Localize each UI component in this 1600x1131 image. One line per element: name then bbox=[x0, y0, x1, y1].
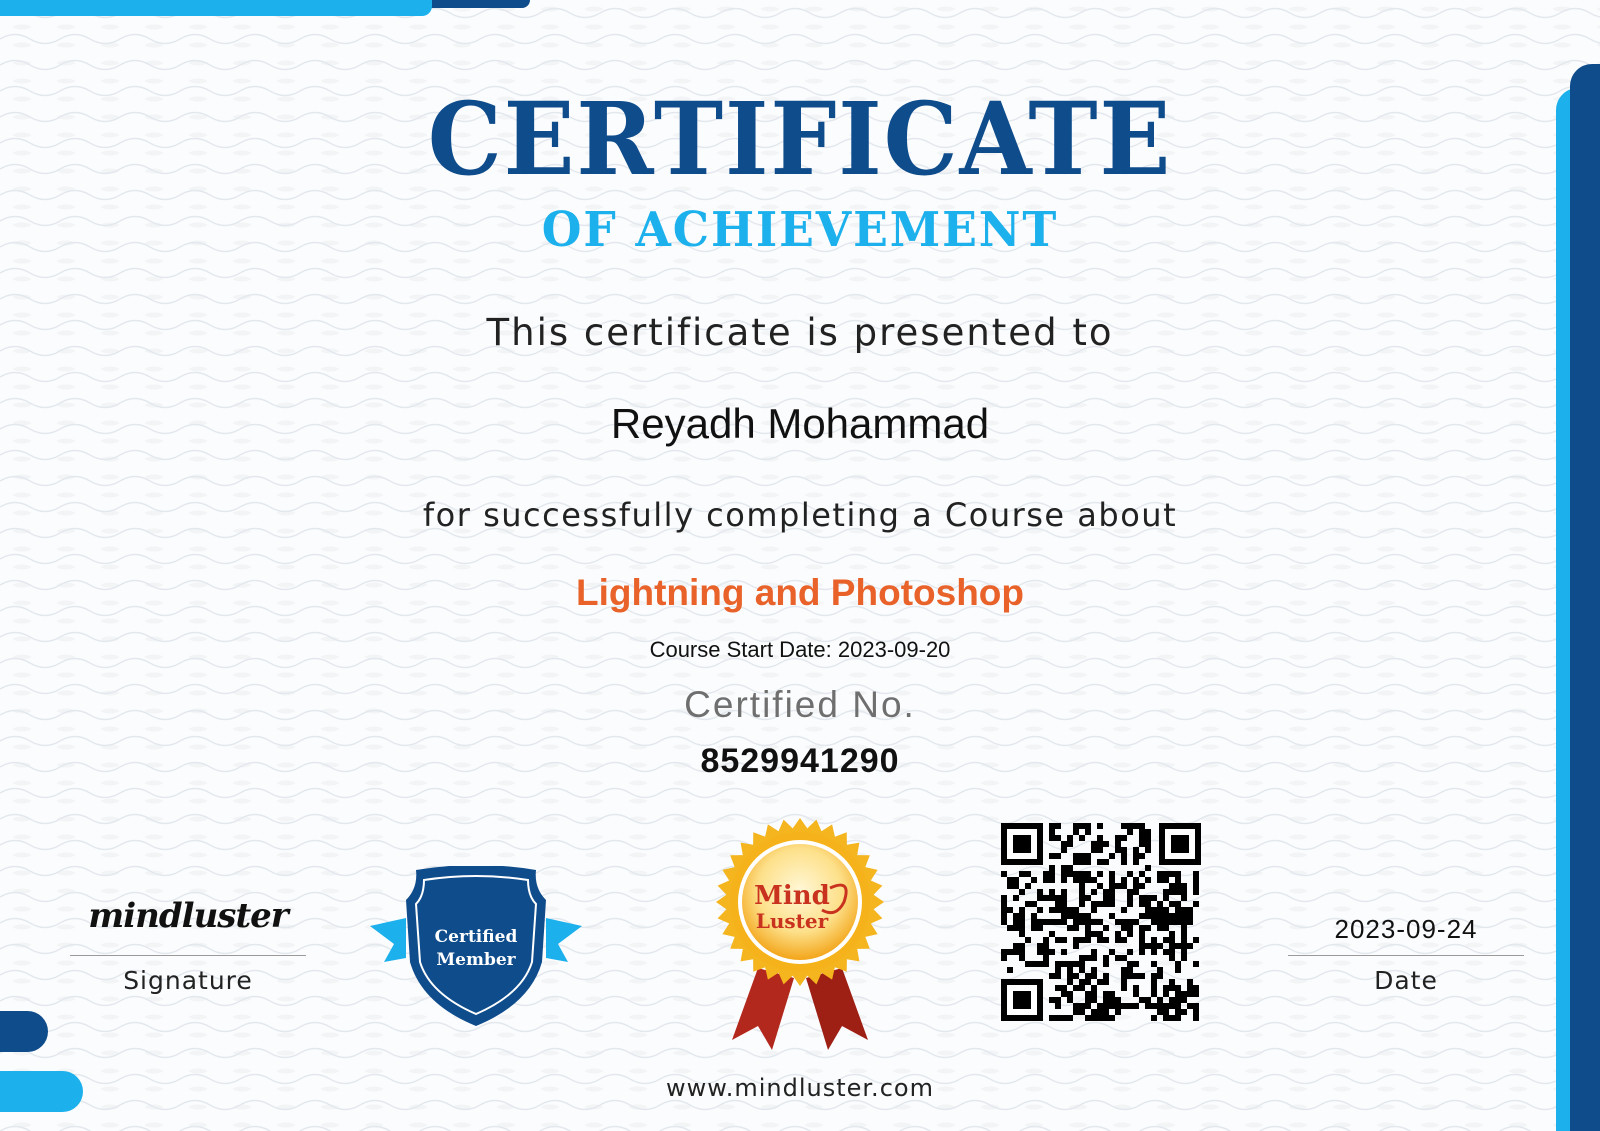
certified-number-label: Certified No. bbox=[684, 684, 916, 725]
signature-line bbox=[70, 955, 306, 956]
member-badge-line1: Certified bbox=[434, 927, 518, 947]
date-line bbox=[1288, 955, 1524, 956]
member-badge-line2: Member bbox=[436, 950, 516, 970]
seal-text-luster: Luster bbox=[755, 909, 829, 933]
certificate-subtitle: OF ACHIEVEMENT bbox=[541, 202, 1059, 258]
top-light-bar bbox=[0, 0, 432, 16]
completion-text: for successfully completing a Course about bbox=[422, 496, 1178, 534]
presented-text: This certificate is presented to bbox=[486, 311, 1114, 354]
certificate-title: CERTIFICATE bbox=[427, 80, 1173, 198]
website-link[interactable]: www.mindluster.com bbox=[666, 1074, 934, 1102]
signature-mark: mindluster bbox=[88, 896, 288, 936]
issue-date: 2023-09-24 bbox=[1334, 914, 1478, 944]
recipient-name: Reyadh Mohammad bbox=[610, 400, 990, 447]
course-name: Lightning and Photoshop bbox=[575, 572, 1024, 613]
certified-number: 8529941290 bbox=[700, 742, 900, 780]
course-start-date: Course Start Date: 2023-09-20 bbox=[649, 637, 951, 662]
bottom-left-dark-bar bbox=[0, 1011, 48, 1052]
certified-member-badge-icon bbox=[370, 866, 582, 1026]
signature-label: Signature bbox=[123, 966, 253, 995]
seal-text-mind: Mind bbox=[754, 881, 830, 911]
mindluster-seal-icon bbox=[712, 818, 888, 1058]
date-label: Date bbox=[1374, 966, 1438, 995]
qr-code-icon bbox=[1001, 823, 1201, 1021]
